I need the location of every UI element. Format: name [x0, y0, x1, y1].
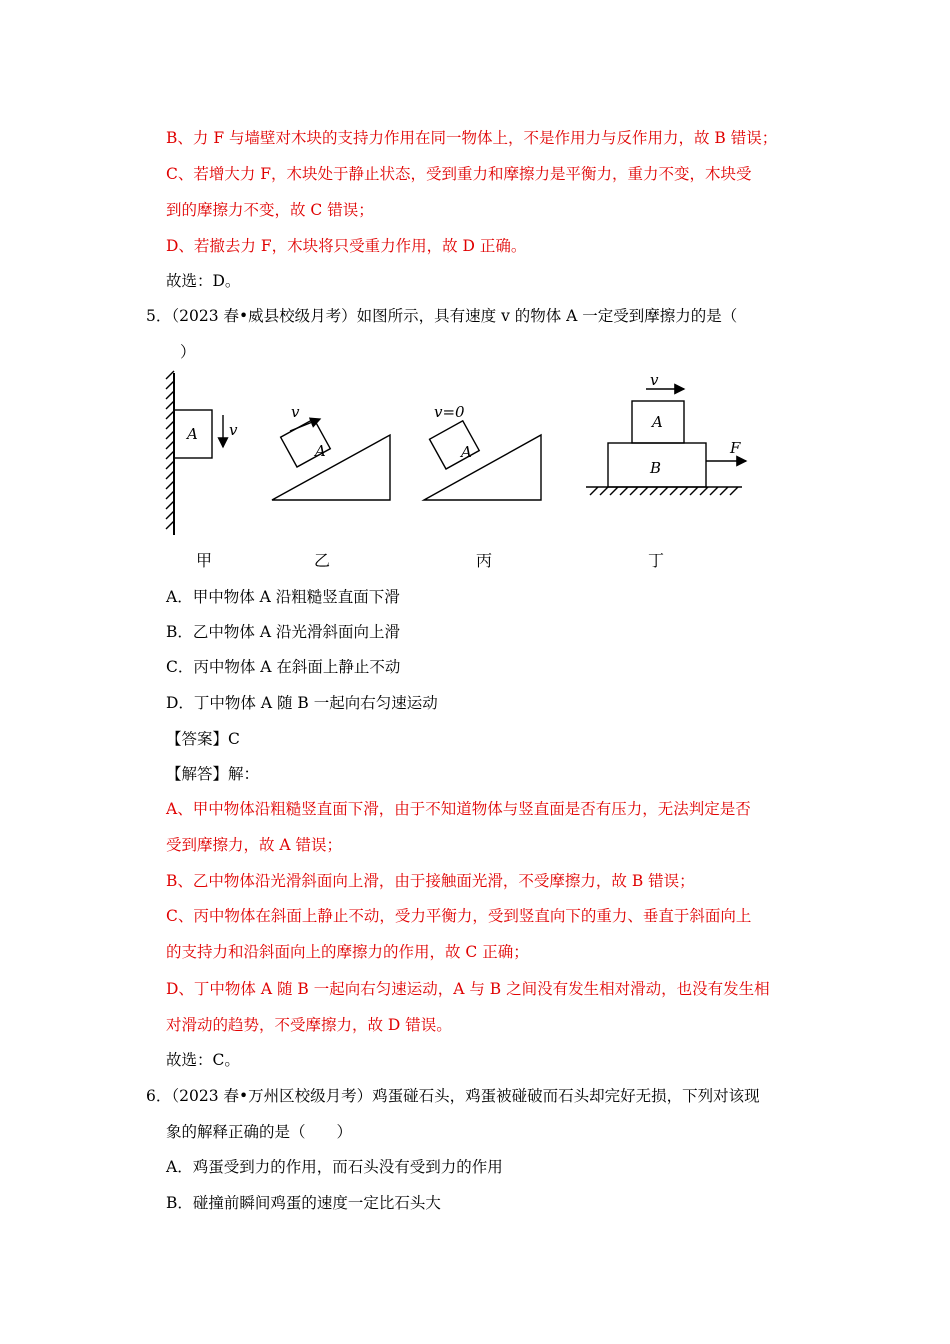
q5-solution-line-5: 的支持力和沿斜面向上的摩擦力的作用，故 C 正确；	[166, 943, 529, 961]
fig-ding	[586, 389, 746, 495]
caption-bing: 丙	[476, 551, 493, 570]
prev-answer-line-4: D、若撤去力 F，木块将只受重力作用，故 D 正确。	[166, 237, 527, 255]
prev-answer-line-3: 到的摩擦力不变，故 C 错误；	[166, 201, 374, 219]
q6-stem-line1: （2023 春•万州区校级月考）鸡蛋碰石头，鸡蛋被碰破而石头却完好无损，下列对该现	[171, 1087, 760, 1105]
q5-solution-line-1: A、甲中物体沿粗糙竖直面下滑，由于不知道物体与竖直面是否有压力，无法判定是否	[166, 800, 751, 818]
q5-option-b: B．乙中物体 A 沿光滑斜面向上滑	[166, 623, 400, 641]
q5-option-a: A．甲中物体 A 沿粗糙竖直面下滑	[166, 588, 400, 606]
fig-yi	[272, 419, 390, 500]
label-a-yi: A	[315, 442, 326, 460]
label-v-yi: v	[291, 403, 300, 421]
incline-bing	[424, 435, 541, 500]
prev-answer-choice: 故选：D。	[166, 272, 241, 290]
q5-solution-line-4: C、丙中物体在斜面上静止不动，受力平衡力，受到竖直向下的重力、垂直于斜面向上	[166, 907, 752, 925]
q5-solution-label: 【解答】解：	[166, 765, 260, 783]
q5-stem-line2: ）	[180, 343, 196, 361]
prev-answer-line-1: B、力 F 与墙壁对木块的支持力作用在同一物体上，不是作用力与反作用力，故 B 错误；	[166, 129, 778, 147]
q5-solution-line-3: B、乙中物体沿光滑斜面向上滑，由于接触面光滑，不受摩擦力，故 B 错误；	[166, 872, 695, 890]
label-v-jia: v	[229, 421, 238, 439]
caption-ding: 丁	[648, 551, 665, 570]
q5-solution-line-2: 受到摩擦力，故 A 错误；	[166, 836, 343, 854]
q5-number: 5．	[146, 307, 172, 325]
q5-choice: 故选：C。	[166, 1051, 240, 1069]
q5-solution-line-6: D、丁中物体 A 随 B 一起向右匀速运动，A 与 B 之间没有发生相对滑动，也没有发生相	[166, 980, 770, 998]
q6-option-a: A．鸡蛋受到力的作用，而石头没有受到力的作用	[166, 1158, 503, 1176]
q5-answer: 【答案】C	[166, 730, 240, 748]
prev-answer-line-2: C、若增大力 F，木块处于静止状态，受到重力和摩擦力是平衡力，重力不变，木块受	[166, 165, 752, 183]
q6-stem-line2: 象的解释正确的是（ ）	[166, 1123, 353, 1141]
label-a-ding: A	[652, 413, 663, 431]
q5-stem-line1: （2023 春•威县校级月考）如图所示，具有速度 v 的物体 A 一定受到摩擦力的是（	[171, 307, 738, 325]
label-v0-bing: v=0	[434, 403, 465, 421]
q6-stem	[146, 1086, 760, 1106]
label-b-ding: B	[650, 459, 662, 477]
q5-option-c: C．丙中物体 A 在斜面上静止不动	[166, 658, 401, 676]
q5-stem	[146, 306, 737, 326]
q6-option-b: B．碰撞前瞬间鸡蛋的速度一定比石头大	[166, 1194, 441, 1212]
caption-jia: 甲	[196, 551, 213, 570]
fig-jia	[166, 371, 223, 535]
incline-yi	[272, 435, 390, 500]
q5-option-d: D．丁中物体 A 随 B 一起向右匀速运动	[166, 694, 438, 712]
label-a-bing: A	[461, 443, 472, 461]
q5-figure	[150, 365, 770, 575]
q5-solution-line-7: 对滑动的趋势，不受摩擦力，故 D 错误。	[166, 1016, 452, 1034]
fig-bing	[424, 421, 541, 500]
q6-number: 6．	[146, 1087, 172, 1105]
label-v-ding: v	[650, 371, 659, 389]
label-f-ding: F	[730, 439, 741, 457]
caption-yi: 乙	[314, 551, 331, 570]
label-a-jia: A	[187, 425, 198, 443]
